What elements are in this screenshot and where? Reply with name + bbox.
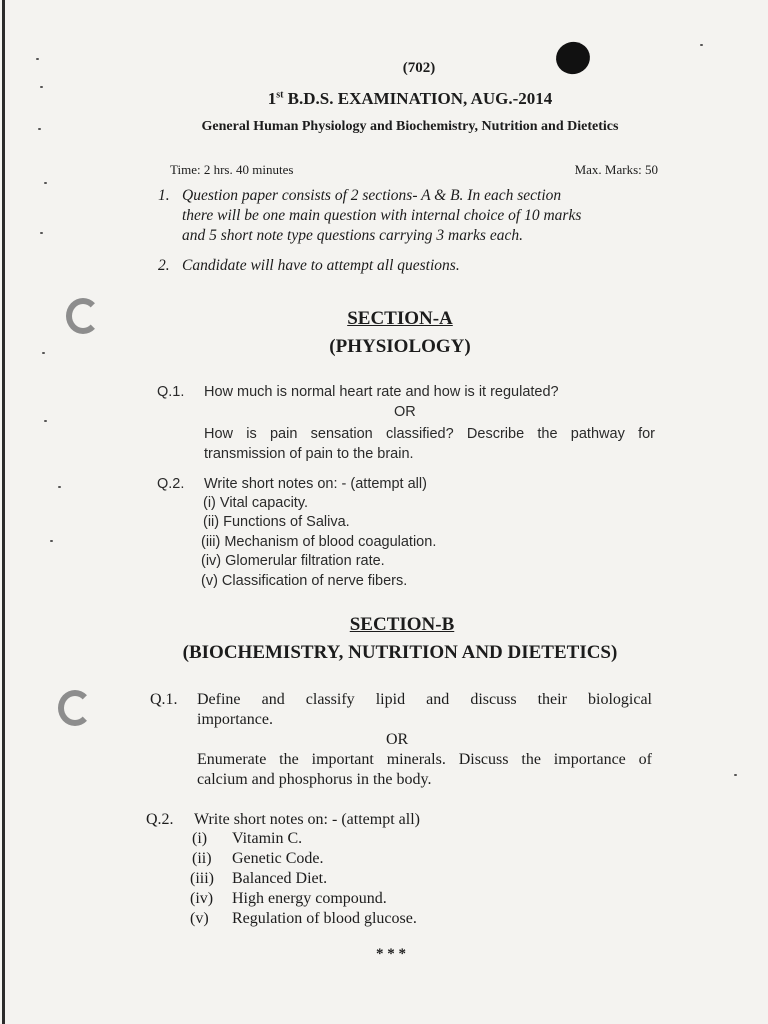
section-a-q2-item: (v) Classification of nerve fibers.: [201, 573, 408, 589]
scan-speck: [40, 232, 43, 234]
section-b-title: SECTION-B: [349, 614, 455, 635]
section-a-q2-item: (iii) Mechanism of blood coagulation.: [201, 534, 437, 550]
subject-title: General Human Physiology and Biochemistry, Nutrition and Dietetics: [201, 119, 619, 134]
section-b-q2-item-num: (iv): [190, 890, 214, 907]
section-b-q1-alt-line2: calcium and phosphorus in the body.: [197, 771, 432, 788]
section-b-q2-item-text: Genetic Code.: [232, 850, 324, 867]
section-b-q2-item-num: (v): [190, 910, 209, 927]
section-b-q2-item-num: (iii): [190, 870, 214, 887]
instruction-2: 2. Candidate will have to attempt all questions.: [158, 257, 460, 274]
section-b-q2-item-text: Regulation of blood glucose.: [232, 910, 417, 927]
section-b-q2-item-num: (ii): [192, 850, 212, 867]
scan-speck: [50, 540, 53, 542]
scan-speck: [734, 774, 737, 776]
section-a-q2-number: Q.2.: [157, 476, 185, 492]
max-marks: Max. Marks: 50: [574, 162, 658, 177]
section-b-q2-item-text: High energy compound.: [232, 890, 387, 907]
punch-hole-lower: [58, 690, 92, 726]
section-a-subtitle: (PHYSIOLOGY): [329, 336, 471, 357]
section-a-q1-number: Q.1.: [157, 384, 185, 400]
section-b-q2-item-text: Balanced Diet.: [232, 870, 328, 887]
end-marker: * * *: [376, 946, 406, 962]
section-b-q1-number: Q.1.: [150, 691, 178, 708]
section-b-q2-number: Q.2.: [146, 811, 174, 828]
scan-speck: [44, 182, 47, 184]
section-b-q1-alt-line1: Enumerate the important minerals. Discuss the importance of: [197, 751, 652, 768]
section-b-q1-or: OR: [386, 731, 409, 748]
paper-code: (702): [402, 60, 436, 76]
section-b-q2-text: Write short notes on: - (attempt all): [194, 811, 420, 828]
section-b-q2-item-text: Vitamin C.: [232, 830, 303, 847]
section-b-q2-item-num: (i): [192, 830, 208, 847]
time-allowed: Time: 2 hrs. 40 minutes: [170, 162, 294, 177]
section-a-q2-item: (i) Vital capacity.: [203, 495, 309, 511]
section-a-q1-text: How much is normal heart rate and how is it regulated?: [204, 384, 559, 400]
section-a-q2-item: (ii) Functions of Saliva.: [203, 514, 350, 530]
section-a-q2-text: Write short notes on: - (attempt all): [204, 476, 427, 492]
section-b-q1-line2: importance.: [197, 711, 273, 728]
scan-speck: [44, 420, 47, 422]
scan-speck: [700, 44, 703, 46]
section-a-q1-alt-line1: How is pain sensation classified? Describe the pathway for: [204, 426, 655, 442]
section-a-q2-item: (iv) Glomerular filtration rate.: [201, 553, 385, 569]
instruction-1: 1. Question paper consists of 2 sections- A & B. In each section there will be one main question with internal choice of 10 marks and 5 short note type questions carrying 3 marks each.: [158, 187, 582, 244]
scan-speck: [40, 86, 43, 88]
section-a-title: SECTION-A: [347, 308, 453, 329]
scan-edge-shadow: [2, 0, 5, 1024]
section-b-subtitle: (BIOCHEMISTRY, NUTRITION AND DIETETICS): [182, 642, 618, 663]
section-a-q1-or: OR: [394, 404, 416, 420]
section-a-q1-alt-line2: transmission of pain to the brain.: [204, 446, 414, 462]
scan-speck: [58, 486, 61, 488]
exam-title: 1st B.D.S. EXAMINATION, AUG.-2014: [267, 89, 553, 108]
section-b-q1-line1: Define and classify lipid and discuss their biological: [197, 691, 652, 708]
